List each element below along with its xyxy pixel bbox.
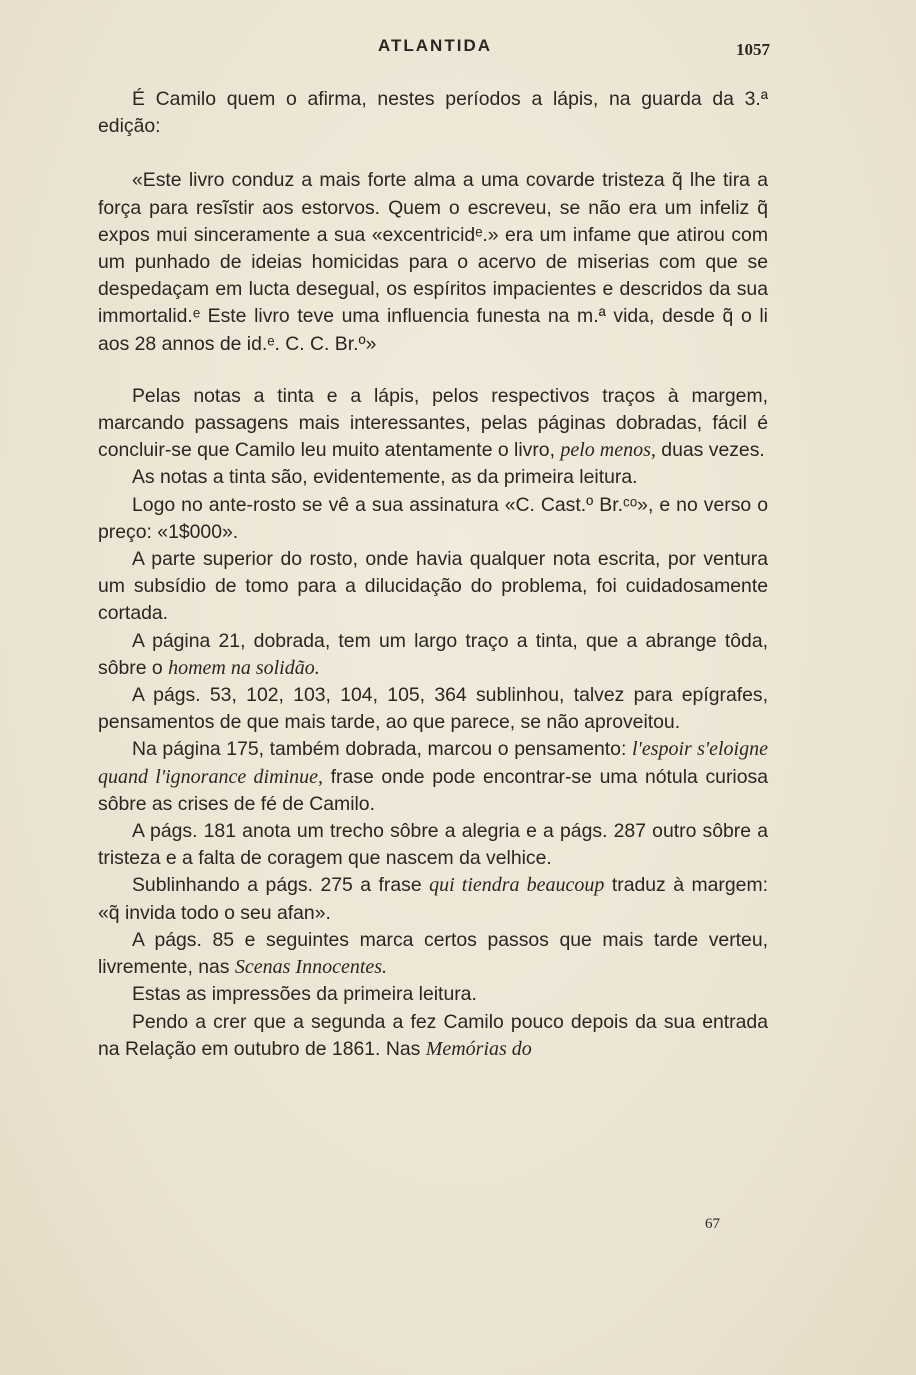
paragraph bbox=[98, 818, 768, 872]
italic-phrase: Memórias do bbox=[425, 1037, 532, 1060]
paragraph bbox=[98, 981, 768, 1008]
text-run: Pelas notas a tinta e a lápis, pelos respectivos traços à margem, marcando passagens mais interessantes, pelas páginas dobradas, fácil é concluir-se que Camilo leu muito atentamente o livro, bbox=[98, 384, 768, 462]
page-header bbox=[100, 36, 770, 66]
text-run: A parte superior do rosto, onde havia qualquer nota escrita, por ventura um subsídio de tomo para a dilucidação do problema, foi cuidadosamente cortada. bbox=[98, 548, 768, 625]
paragraph bbox=[98, 464, 768, 491]
italic-phrase: homem na solidão. bbox=[168, 656, 320, 679]
paragraph bbox=[98, 167, 768, 357]
italic-phrase: pelo menos, bbox=[560, 439, 656, 462]
text-run: Pendo a crer que a segunda a fez Camilo pouco depois da sua entrada na Relação em outubro de 1861. Nas bbox=[98, 1010, 768, 1060]
italic-phrase: l'espoir s'eloigne quand l'ignorance diminue, bbox=[98, 738, 768, 788]
paragraph bbox=[98, 736, 768, 818]
text-run: As notas a tinta são, evidentemente, as da primeira leitura. bbox=[132, 466, 638, 489]
paragraph bbox=[98, 1009, 768, 1063]
text-run: Logo no ante-rosto se vê a sua assinatura «C. Cast.º Br.ᶜᵒ», e no verso o preço: «1$000». bbox=[98, 493, 768, 543]
text-run: É Camilo quem o afirma, nestes períodos a lápis, na guarda da 3.ª edição: bbox=[98, 88, 768, 138]
paragraph bbox=[98, 927, 768, 981]
body-text bbox=[98, 86, 768, 1063]
text-run: A págs. 85 e seguintes marca certos passos que mais tarde verteu, livremente, nas bbox=[98, 928, 768, 979]
paragraph bbox=[98, 872, 768, 926]
text-run: A págs. 53, 102, 103, 104, 105, 364 sublinhou, talvez para epígrafes, pensamentos de que mais tarde, ao que parece, se não aproveitou. bbox=[98, 684, 768, 734]
text-run: «Este livro conduz a mais forte alma a uma covarde tristeza q̃ lhe tira a força para resĩstir aos estorvos. Quem o escreveu, se não era um infeliz q̃ expos mui sinceramente a sua «excentricidᵉ.» era um infame que atirou com um punhado de ideias homicidas para o acervo de miserias com que se despedaçam em lucta desegual, os espíritos impacientes e descridos da sua immortalid.ᵉ Este livro teve uma influencia funesta na m.ª vida, desde q̃ o li aos 28 annos de id.ᵉ. C. C. Br.º» bbox=[98, 169, 768, 355]
text-run: Estas as impressões da primeira leitura. bbox=[132, 983, 477, 1006]
text-run: duas vezes. bbox=[655, 439, 765, 462]
italic-phrase: qui tiendra beaucoup bbox=[429, 874, 605, 897]
paragraph bbox=[98, 682, 768, 736]
signature-mark: 67 bbox=[705, 1216, 720, 1232]
text-run: traduz à margem: «q̃ invida todo o seu afan». bbox=[98, 874, 768, 924]
running-title: ATLANTIDA bbox=[378, 36, 492, 55]
paragraph bbox=[98, 546, 768, 628]
paragraph bbox=[98, 492, 768, 546]
paragraph bbox=[98, 628, 768, 682]
paragraph bbox=[98, 86, 768, 140]
text-run: Na página 175, também dobrada, marcou o pensamento: bbox=[132, 738, 632, 761]
text-run: Sublinhando a págs. 275 a frase bbox=[132, 874, 430, 897]
text-run: A págs. 181 anota um trecho sôbre a alegria e a págs. 287 outro sôbre a tristeza e a falta de coragem que nascem da velhice. bbox=[98, 820, 768, 870]
italic-phrase: Scenas Innocentes. bbox=[234, 956, 388, 979]
text-run: A página 21, dobrada, tem um largo traço a tinta, que a abrange tôda, sôbre o bbox=[98, 629, 768, 679]
page-number: 1057 bbox=[736, 40, 770, 59]
paragraph bbox=[98, 383, 768, 465]
text-run: frase onde pode encontrar-se uma nótula curiosa sôbre as crises de fé de Camilo. bbox=[98, 765, 768, 815]
